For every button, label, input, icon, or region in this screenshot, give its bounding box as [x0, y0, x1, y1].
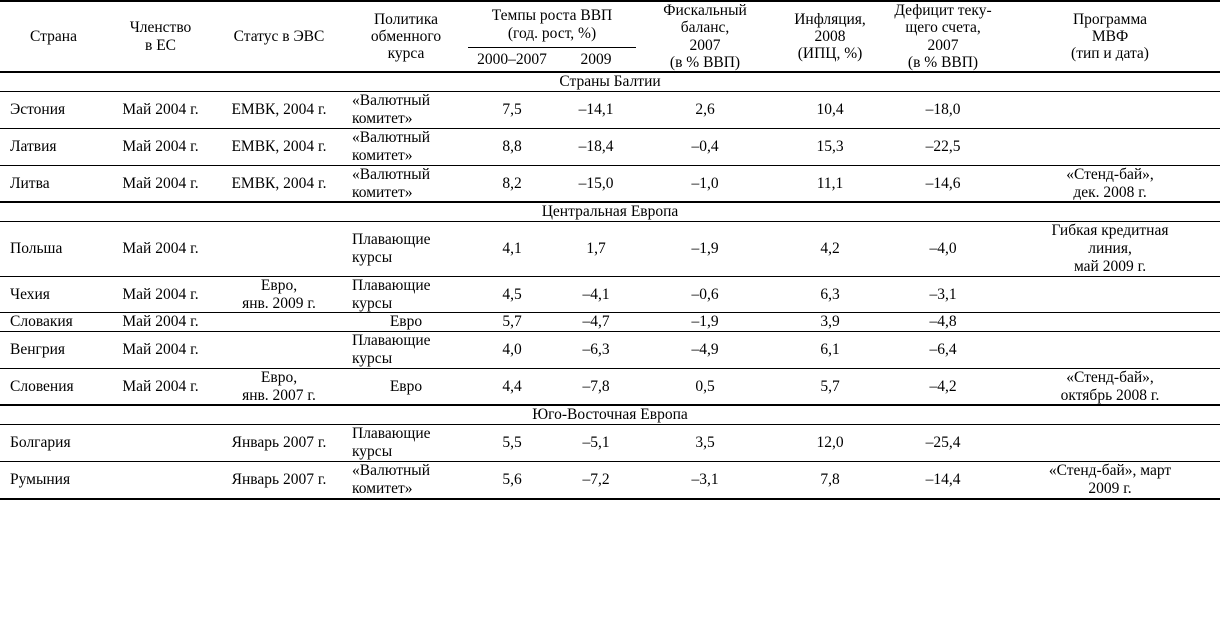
- cell-eu: [107, 462, 214, 499]
- header-fx-line3: курса: [387, 45, 425, 63]
- cell-eu: Май 2004 г.: [107, 129, 214, 166]
- cell-inflation: 7,8: [774, 462, 886, 499]
- table-row: [0, 425, 1220, 462]
- cell-fiscal: –0,4: [636, 129, 774, 166]
- header-fiscal-balance: [636, 1, 774, 72]
- header-gdp-line2: (год. рост, %): [507, 24, 597, 42]
- cell-imf: [1000, 222, 1220, 276]
- cell-fiscal: –1,9: [636, 313, 774, 332]
- cell-emu: Январь 2007 г.: [214, 425, 344, 462]
- group-header-central-europe: [0, 202, 1220, 222]
- cell-current-account: –22,5: [886, 129, 1000, 166]
- header-fiscal-line1: Фискальный: [663, 2, 747, 19]
- cell-fx-line2: курсы: [352, 294, 393, 312]
- header-fiscal-line2: баланс,: [680, 19, 730, 37]
- cell-emu: [214, 368, 344, 405]
- cell-imf: [1000, 129, 1220, 166]
- cell-gdp-2000-2007: 4,1: [468, 222, 556, 276]
- cell-gdp-2000-2007: 5,6: [468, 462, 556, 499]
- cell-emu-line1: Евро,: [260, 368, 298, 386]
- cell-fx: [344, 129, 468, 166]
- cell-imf: [1000, 425, 1220, 462]
- cell-eu: Май 2004 г.: [107, 276, 214, 313]
- header-gdp-line1: Темпы роста ВВП: [491, 7, 613, 25]
- cell-current-account: –4,2: [886, 368, 1000, 405]
- cell-country: Венгрия: [0, 332, 107, 369]
- cell-fx: [344, 425, 468, 462]
- cell-fiscal: –0,6: [636, 276, 774, 313]
- header-inflation: [774, 1, 886, 72]
- table-row: [0, 92, 1220, 129]
- cell-imf-line2: линия,: [1088, 240, 1132, 258]
- cell-current-account: –3,1: [886, 276, 1000, 313]
- cell-fx-line1: Плавающие: [352, 425, 431, 443]
- cell-imf-line2: октябрь 2008 г.: [1060, 386, 1160, 404]
- group-title-central-europe: Центральная Европа: [0, 202, 1220, 222]
- cell-emu: [214, 313, 344, 332]
- cell-inflation: 11,1: [774, 165, 886, 202]
- table-row: [0, 368, 1220, 405]
- table-row: [0, 332, 1220, 369]
- header-eu-line1: Членство: [129, 19, 192, 37]
- cell-gdp-2000-2007: 5,5: [468, 425, 556, 462]
- cell-fiscal: 3,5: [636, 425, 774, 462]
- cell-inflation: 4,2: [774, 222, 886, 276]
- cell-gdp-2000-2007: 4,4: [468, 368, 556, 405]
- header-inflation-line1: Инфляция,: [794, 10, 866, 28]
- cell-emu-line1: Евро,: [260, 276, 298, 294]
- cell-fx: [344, 276, 468, 313]
- header-ca-line3: 2007: [927, 36, 959, 54]
- cell-imf-line1: Гибкая кредитная: [1051, 222, 1169, 240]
- header-imf-program: [1000, 1, 1220, 72]
- cell-fx: [344, 332, 468, 369]
- cell-gdp-2000-2007: 7,5: [468, 92, 556, 129]
- header-fx-line2: обменного: [370, 28, 442, 46]
- cell-fx-line1: Плавающие: [352, 231, 431, 249]
- table-row: [0, 313, 1220, 332]
- cell-gdp-2000-2007: 8,8: [468, 129, 556, 166]
- cell-fx-line2: курсы: [352, 249, 393, 267]
- cell-country: Румыния: [0, 462, 107, 499]
- cell-fx: [344, 92, 468, 129]
- cell-current-account: –4,8: [886, 313, 1000, 332]
- cell-fx-line2: комитет»: [352, 146, 413, 164]
- cell-fx: [344, 165, 468, 202]
- header-imf-line3: (тип и дата): [1071, 45, 1149, 63]
- cell-fx-line1: Плавающие: [352, 276, 431, 294]
- cell-gdp-2000-2007: 8,2: [468, 165, 556, 202]
- table-row: [0, 222, 1220, 276]
- cell-current-account: –14,4: [886, 462, 1000, 499]
- cell-eu: Май 2004 г.: [107, 332, 214, 369]
- cell-fx-line1: «Валютный: [352, 165, 430, 183]
- cell-fx-line1: Плавающие: [352, 332, 431, 350]
- cell-fiscal: 2,6: [636, 92, 774, 129]
- cell-gdp-2009: –18,4: [556, 129, 636, 166]
- table-row: [0, 276, 1220, 313]
- header-country: Страна: [0, 1, 107, 72]
- header-eu-membership: [107, 1, 214, 72]
- cell-fx-line1: Евро: [389, 377, 423, 395]
- cell-fx: [344, 222, 468, 276]
- cell-imf: [1000, 276, 1220, 313]
- group-header-southeast-europe: [0, 405, 1220, 425]
- cell-country: Словения: [0, 368, 107, 405]
- table-row: [0, 129, 1220, 166]
- header-fiscal-line3: 2007: [689, 36, 721, 54]
- cell-imf: [1000, 165, 1220, 202]
- cell-emu: [214, 222, 344, 276]
- cell-emu: ЕМВК, 2004 г.: [214, 129, 344, 166]
- cell-current-account: –18,0: [886, 92, 1000, 129]
- cell-eu: Май 2004 г.: [107, 165, 214, 202]
- header-ca-line2: щего счета,: [905, 19, 981, 37]
- cell-eu: Май 2004 г.: [107, 368, 214, 405]
- cell-fx-line1: «Валютный: [352, 92, 430, 110]
- header-ca-line1: Дефицит теку-: [894, 2, 992, 19]
- table-row: [0, 462, 1220, 499]
- cell-emu: Январь 2007 г.: [214, 462, 344, 499]
- cell-imf: [1000, 92, 1220, 129]
- header-gdp-growth: [468, 1, 636, 48]
- cell-eu: Май 2004 г.: [107, 313, 214, 332]
- cell-emu: [214, 276, 344, 313]
- cell-inflation: 6,1: [774, 332, 886, 369]
- cell-gdp-2000-2007: 5,7: [468, 313, 556, 332]
- header-gdp-2009: 2009: [556, 48, 636, 72]
- cell-fx-line1: «Валютный: [352, 129, 430, 147]
- group-header-baltic: [0, 72, 1220, 92]
- cell-gdp-2009: –15,0: [556, 165, 636, 202]
- cell-country: Словакия: [0, 313, 107, 332]
- header-inflation-line2: 2008: [814, 28, 846, 46]
- cell-country: Литва: [0, 165, 107, 202]
- cell-inflation: 10,4: [774, 92, 886, 129]
- cell-country: Чехия: [0, 276, 107, 313]
- cell-fx-line2: комитет»: [352, 183, 413, 201]
- cell-gdp-2000-2007: 4,0: [468, 332, 556, 369]
- header-current-account-deficit: [886, 1, 1000, 72]
- cell-gdp-2009: –6,3: [556, 332, 636, 369]
- header-gdp-2000-2007: 2000–2007: [468, 48, 556, 72]
- cell-current-account: –6,4: [886, 332, 1000, 369]
- cell-fx: [344, 368, 468, 405]
- cell-gdp-2000-2007: 4,5: [468, 276, 556, 313]
- cell-eu: [107, 425, 214, 462]
- cell-imf-line2: 2009 г.: [1088, 479, 1132, 497]
- cell-fx-line1: «Валютный: [352, 462, 430, 480]
- header-emu-status: Статус в ЭВС: [214, 1, 344, 72]
- header-fx-policy: [344, 1, 468, 72]
- cell-emu-line2: янв. 2009 г.: [242, 294, 316, 312]
- table-row: [0, 165, 1220, 202]
- cell-imf-line1: «Стенд-бай»,: [1066, 368, 1154, 386]
- cell-fiscal: –1,0: [636, 165, 774, 202]
- cell-inflation: 15,3: [774, 129, 886, 166]
- header-fiscal-line4: (в % ВВП): [669, 54, 741, 72]
- cell-imf-line2: дек. 2008 г.: [1073, 183, 1147, 201]
- cell-imf: [1000, 462, 1220, 499]
- cell-gdp-2009: –7,2: [556, 462, 636, 499]
- cell-gdp-2009: –5,1: [556, 425, 636, 462]
- cell-imf-line1: «Стенд-бай», март: [1048, 462, 1172, 480]
- cell-inflation: 3,9: [774, 313, 886, 332]
- cell-fiscal: –4,9: [636, 332, 774, 369]
- cell-fiscal: –1,9: [636, 222, 774, 276]
- cell-fx-line2: комитет»: [352, 479, 413, 497]
- cell-gdp-2009: –4,7: [556, 313, 636, 332]
- cell-emu-line2: янв. 2007 г.: [242, 386, 316, 404]
- cell-emu: [214, 332, 344, 369]
- cell-eu: Май 2004 г.: [107, 92, 214, 129]
- cell-inflation: 12,0: [774, 425, 886, 462]
- cell-fx-line2: курсы: [352, 443, 393, 461]
- header-imf-line1: Программа: [1072, 10, 1148, 28]
- header-row-main: [0, 1, 1220, 48]
- cell-fx: [344, 313, 468, 332]
- header-fx-line1: Политика: [373, 10, 438, 28]
- header-imf-line2: МВФ: [1091, 28, 1129, 46]
- cell-country: Латвия: [0, 129, 107, 166]
- header-ca-line4: (в % ВВП): [907, 54, 979, 72]
- cell-fx: [344, 462, 468, 499]
- cell-eu: Май 2004 г.: [107, 222, 214, 276]
- cell-gdp-2009: –7,8: [556, 368, 636, 405]
- group-title-southeast-europe: Юго-Восточная Европа: [0, 405, 1220, 425]
- cell-imf: [1000, 368, 1220, 405]
- cell-imf: [1000, 313, 1220, 332]
- cell-inflation: 5,7: [774, 368, 886, 405]
- cell-gdp-2009: –4,1: [556, 276, 636, 313]
- cell-fiscal: 0,5: [636, 368, 774, 405]
- cell-current-account: –4,0: [886, 222, 1000, 276]
- cell-current-account: –25,4: [886, 425, 1000, 462]
- cell-fx-line1: Евро: [389, 313, 423, 331]
- cell-emu: ЕМВК, 2004 г.: [214, 92, 344, 129]
- cell-country: Болгария: [0, 425, 107, 462]
- header-inflation-line3: (ИПЦ, %): [797, 45, 863, 63]
- cell-country: Польша: [0, 222, 107, 276]
- header-eu-line2: в ЕС: [145, 36, 176, 54]
- group-title-baltic: Страны Балтии: [0, 72, 1220, 92]
- cell-inflation: 6,3: [774, 276, 886, 313]
- cell-gdp-2009: –14,1: [556, 92, 636, 129]
- cell-fiscal: –3,1: [636, 462, 774, 499]
- cell-imf-line3: май 2009 г.: [1073, 257, 1147, 275]
- cell-imf: [1000, 332, 1220, 369]
- cell-gdp-2009: 1,7: [556, 222, 636, 276]
- cell-imf-line1: «Стенд-бай»,: [1066, 165, 1154, 183]
- cell-emu: ЕМВК, 2004 г.: [214, 165, 344, 202]
- cell-fx-line2: курсы: [352, 350, 393, 367]
- cell-country: Эстония: [0, 92, 107, 129]
- cell-fx-line2: комитет»: [352, 110, 413, 128]
- cell-current-account: –14,6: [886, 165, 1000, 202]
